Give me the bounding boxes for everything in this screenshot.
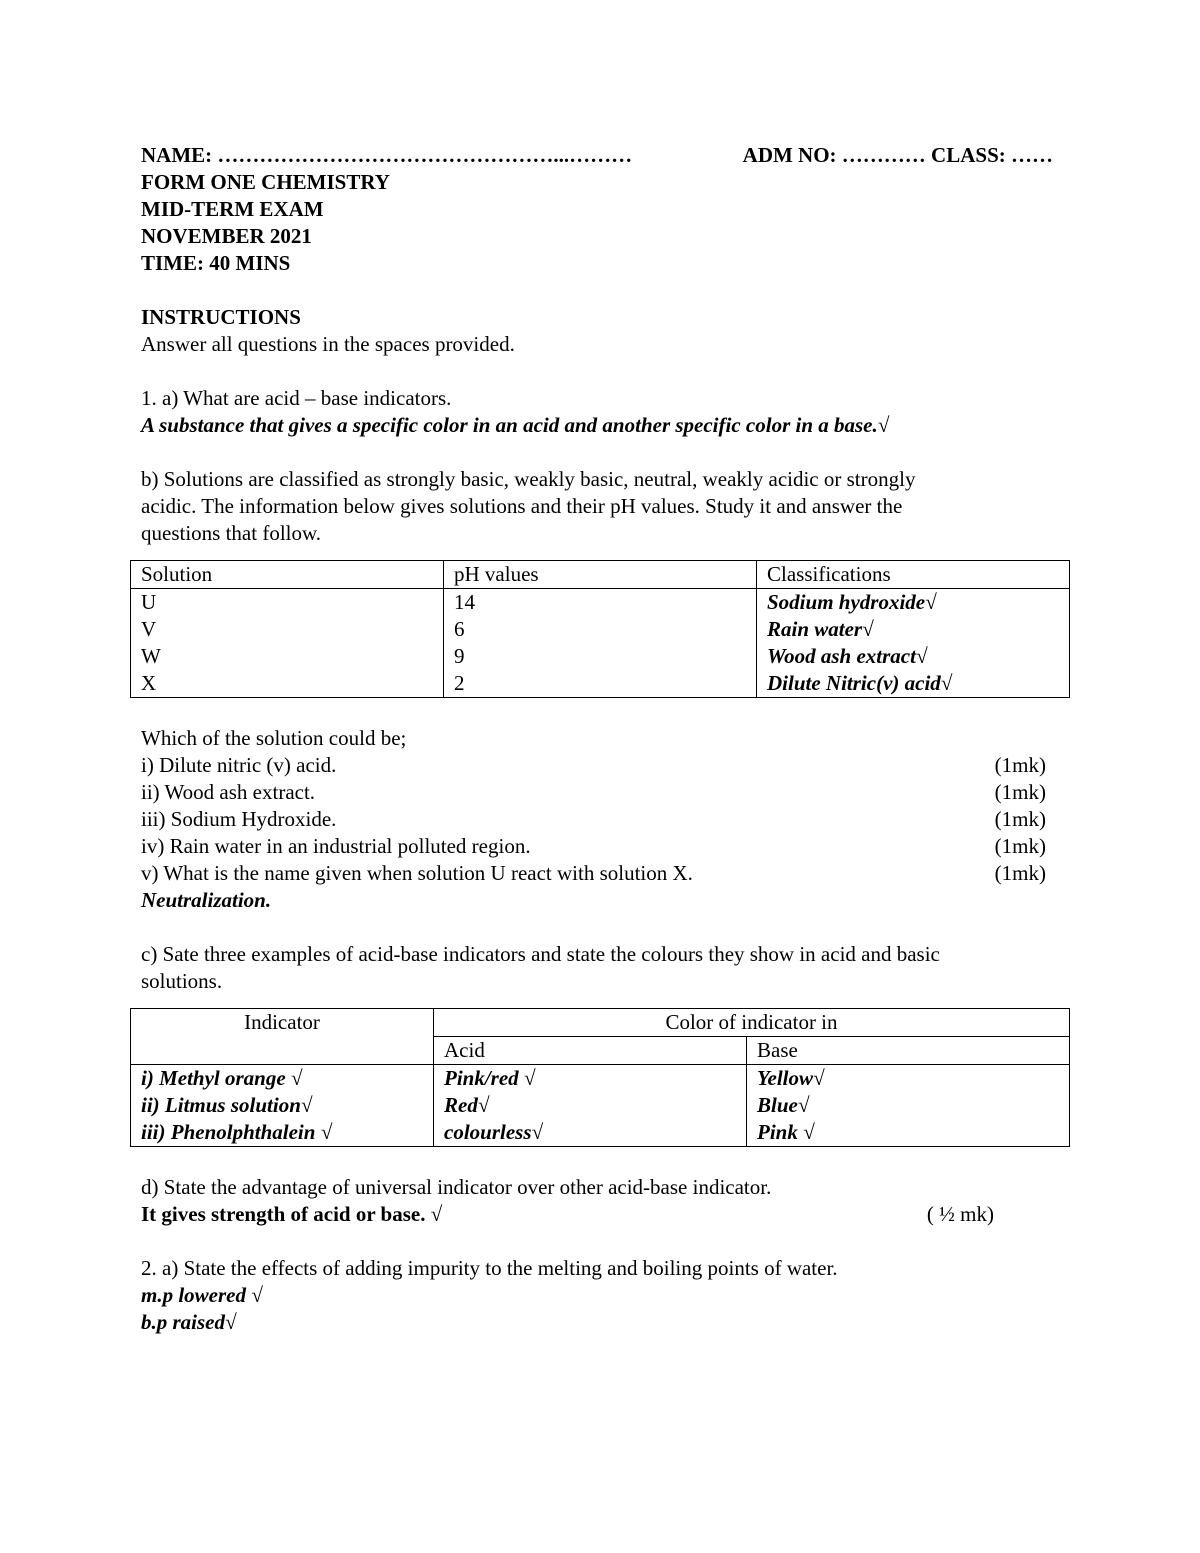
subquestion-row [141, 806, 1046, 833]
subquestion-row [141, 833, 1046, 860]
ph-table-header [131, 561, 1070, 589]
ph-table [130, 560, 1070, 698]
ph-header-solution: Solution [131, 561, 444, 589]
ph-header-classification: Classifications [757, 561, 1070, 589]
q1c-text-line2: solutions. [141, 969, 223, 993]
exam-time: TIME: 40 MINS [141, 251, 291, 275]
table-row [131, 670, 1070, 698]
subquestion-row [141, 752, 1046, 779]
q1d-marks: ( ½ mk) [926, 1202, 994, 1226]
cell-solution: U [131, 589, 444, 617]
q1d-tick: √ [425, 1202, 443, 1226]
q1a-answer: A substance that gives a specific color in an acid and another specific color in a base.√ [141, 413, 890, 437]
subquestion-row [141, 860, 1046, 887]
q1b-text-line2: acidic. The information below gives solutions and their pH values. Study it and answer the [141, 494, 903, 518]
cell-classification: Rain water√ [757, 616, 1070, 643]
cell-classification: Dilute Nitric(v) acid√ [757, 670, 1070, 698]
cell-ph: 9 [444, 643, 757, 670]
table-row [131, 1065, 1070, 1147]
indicator-header: Indicator [131, 1009, 434, 1065]
q1b-text-line3: questions that follow. [141, 521, 322, 545]
indicator-name: ii) Litmus solution√ [141, 1093, 313, 1117]
acid-color: colourless√ [444, 1120, 544, 1144]
q1v-answer: Neutralization. [141, 888, 272, 912]
acid-header: Acid [434, 1037, 747, 1065]
q1d-answer-row [141, 1201, 994, 1228]
name-field: NAME: …………………………………………...……… [141, 143, 633, 167]
indicator-names [131, 1065, 434, 1147]
adm-class-field: ADM NO: ………… CLASS: …… [742, 143, 1053, 167]
cell-ph: 6 [444, 616, 757, 643]
q2a-answer-mp: m.p lowered √ [141, 1283, 263, 1307]
cell-solution: V [131, 616, 444, 643]
cell-ph: 2 [444, 670, 757, 698]
instructions-text: Answer all questions in the spaces provided. [141, 332, 515, 356]
q1c-text-line1: c) Sate three examples of acid-base indicators and state the colours they show in acid and basic [141, 942, 940, 966]
instructions-heading: INSTRUCTIONS [141, 305, 301, 329]
cell-solution: W [131, 643, 444, 670]
q1d-answer-wrap [141, 1201, 927, 1228]
exam-page [141, 142, 1071, 1336]
base-color: Yellow√ [757, 1066, 825, 1090]
subquestion-marks: (1mk) [994, 861, 1046, 885]
table-row [131, 589, 1070, 617]
q2a-answer-bp: b.p raised√ [141, 1310, 237, 1334]
q2a-question: 2. a) State the effects of adding impurity to the melting and boiling points of water. [141, 1256, 838, 1280]
cell-classification: Sodium hydroxide√ [757, 589, 1070, 617]
acid-colors [434, 1065, 747, 1147]
indicator-table [130, 1008, 1070, 1147]
acid-color: Red√ [444, 1093, 490, 1117]
q1b-text-line1: b) Solutions are classified as strongly basic, weakly basic, neutral, weakly acidic or strongly [141, 467, 916, 491]
subquestion-text: ii) Wood ash extract. [141, 780, 316, 804]
subquestion-marks: (1mk) [994, 753, 1046, 777]
cell-classification: Wood ash extract√ [757, 643, 1070, 670]
subquestion-marks: (1mk) [994, 834, 1046, 858]
table-row [131, 616, 1070, 643]
indicator-name: iii) Phenolphthalein √ [141, 1120, 333, 1144]
cell-ph: 14 [444, 589, 757, 617]
cell-solution: X [131, 670, 444, 698]
color-header: Color of indicator in [434, 1009, 1070, 1037]
which-intro: Which of the solution could be; [141, 726, 407, 750]
subquestion-text: i) Dilute nitric (v) acid. [141, 753, 337, 777]
indicator-name: i) Methyl orange √ [141, 1066, 303, 1090]
q1a-question: 1. a) What are acid – base indicators. [141, 386, 452, 410]
q1d-question: d) State the advantage of universal indicator over other acid-base indicator. [141, 1175, 772, 1199]
base-color: Pink √ [757, 1120, 815, 1144]
base-colors [747, 1065, 1070, 1147]
acid-color: Pink/red √ [444, 1066, 536, 1090]
subquestion-text: v) What is the name given when solution U react with solution X. [141, 861, 693, 885]
header-row [141, 142, 1053, 169]
subquestion-text: iv) Rain water in an industrial polluted region. [141, 834, 531, 858]
exam-title: MID-TERM EXAM [141, 197, 324, 221]
exam-date: NOVEMBER 2021 [141, 224, 312, 248]
subquestion-marks: (1mk) [994, 807, 1046, 831]
subject-title: FORM ONE CHEMISTRY [141, 170, 390, 194]
q1d-answer: It gives strength of acid or base. [141, 1202, 426, 1226]
subquestion-marks: (1mk) [994, 780, 1046, 804]
subquestion-text: iii) Sodium Hydroxide. [141, 807, 337, 831]
base-header: Base [747, 1037, 1070, 1065]
ph-header-ph: pH values [444, 561, 757, 589]
indicator-table-header [131, 1009, 1070, 1037]
table-row [131, 643, 1070, 670]
subquestion-row [141, 779, 1046, 806]
base-color: Blue√ [757, 1093, 810, 1117]
